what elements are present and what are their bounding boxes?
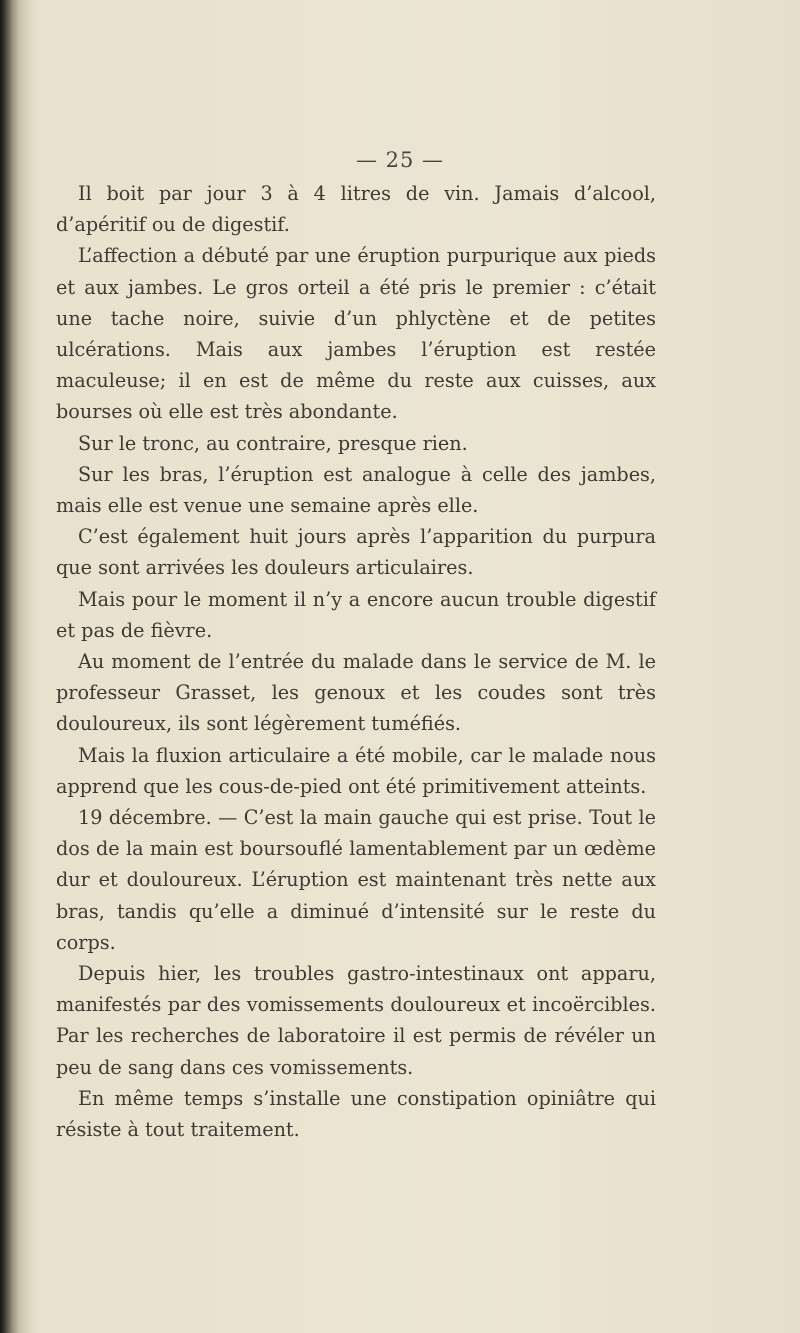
paragraph-6: Mais pour le moment il n’y a encore aucun trouble digestif et pas de fièvre.	[56, 587, 656, 642]
paragraph-11: En même temps s’installe une constipation opiniâtre qui résiste à tout traitement.	[56, 1086, 656, 1142]
paragraph-1: Il boit par jour 3 à 4 litres de vin. Jamais d’alcool, d’apéritif ou de digestif.	[56, 182, 656, 237]
paragraph-3: Sur le tronc, au contraire, presque rien.	[78, 431, 468, 455]
paragraph-2: L’affection a débuté par une éruption purpurique aux pieds et aux jambes. Le gros orteil a été pris le premier : c’était une tache noire, suivie d’un phlyctène et de petites ulcérations. Mais aux jambes l’éruption est restée maculeuse; il en est de même du reste aux cuisses, aux bourses où elle est très abondante.	[56, 244, 656, 424]
paragraph-4: Sur les bras, l’éruption est analogue à celle des jambes, mais elle est venue une semaine après elle.	[56, 462, 656, 518]
paragraph-5: C’est également huit jours après l’apparition du purpura que sont arrivées les douleurs articulaires.	[56, 525, 656, 580]
page-number: — 25 —	[355, 148, 445, 172]
paragraph-8: Mais la fluxion articulaire a été mobile, car le malade nous apprend que les cous-de-pied ont été primitivement atteints.	[56, 743, 656, 798]
binding-gutter	[0, 0, 34, 1333]
paragraph-7: Au moment de l’entrée du malade dans le service de M. le professeur Grasset, les genoux et les coudes sont très douloureux, ils sont légèrement tuméfiés.	[56, 650, 656, 736]
paragraph-9: 19 décembre. — C’est la main gauche qui est prise. Tout le dos de la main est boursouflé lamentablement par un œdème dur et douloureux. L’éruption est maintenant très nette aux bras, tandis qu’elle a diminué d’intensité sur le reste du corps.	[56, 806, 656, 954]
body-text	[56, 178, 656, 1145]
paragraph-10: Depuis hier, les troubles gastro-intestinaux ont apparu, manifestés par des vomissements douloureux et incoërcibles. Par les recherches de laboratoire il est permis de révéler un peu de sang dans ces vomissements.	[56, 962, 656, 1079]
